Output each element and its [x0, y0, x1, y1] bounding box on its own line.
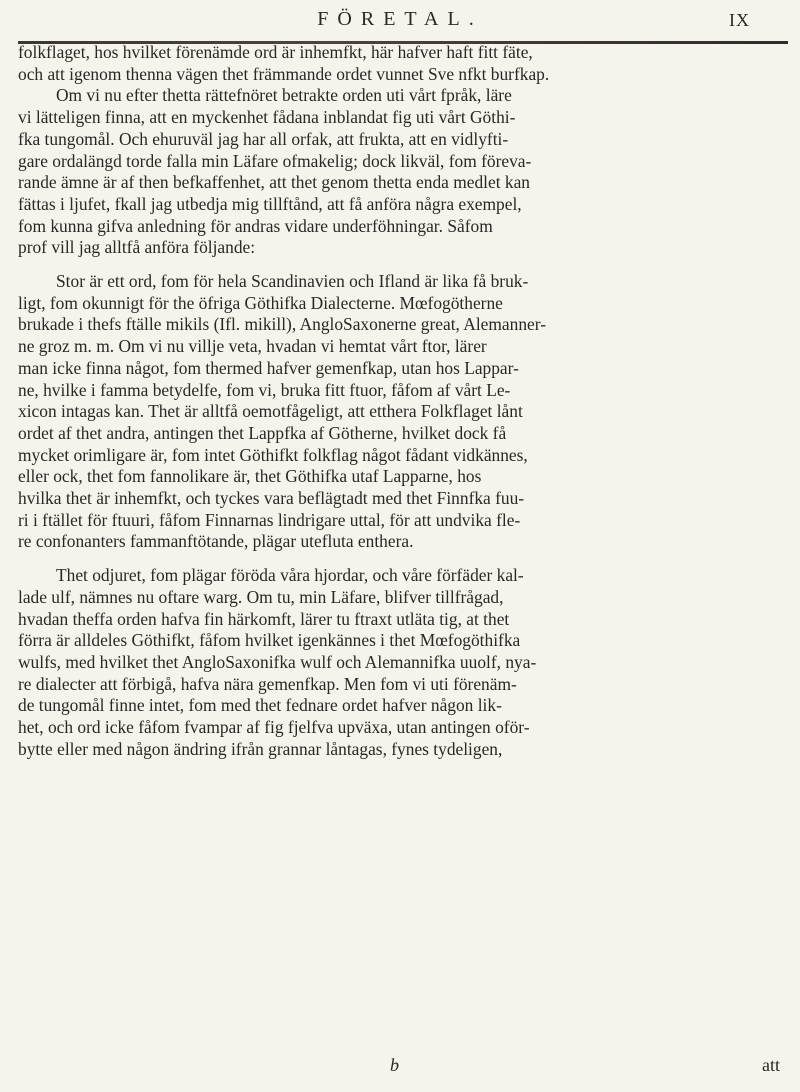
- text-line: brukade i thefs ftälle mikils (Ifl. mikill), AngloSaxonerne great, Alemanner-: [18, 314, 546, 335]
- text-line: mycket orimligare är, fom intet Göthifkt folkflag något fådant vidkännes,: [18, 444, 528, 465]
- text-line: lade ulf, nämnes nu oftare warg. Om tu, min Läfare, blifver tillfrågad,: [18, 586, 504, 607]
- paragraph-2: [18, 271, 786, 553]
- paragraph-1: [18, 42, 786, 259]
- text-line: fom kunna gifva anledning för andras vidare underföhningar. Såfom: [18, 215, 493, 236]
- running-title: FÖRETAL.: [317, 8, 483, 30]
- page-header: [0, 8, 800, 42]
- text-line: eller ock, thet fom fannolikare är, thet Göthifka utaf Lapparne, hos: [18, 466, 482, 487]
- text-line: prof vill jag alltfå anföra följande:: [18, 237, 256, 258]
- text-line: gare ordalängd torde falla min Läfare ofmakelig; dock likväl, fom föreva-: [18, 150, 532, 171]
- text-line: fättas i ljufet, fkall jag utbedja mig tillftånd, att få anföra några exempel,: [18, 193, 522, 214]
- page-number: IX: [729, 10, 750, 30]
- text-line: folkflaget, hos hvilket förenämde ord är inhemfkt, här hafver haft fitt fäte,: [18, 42, 533, 62]
- text-line: re confonanters fammanftötande, plägar utefluta enthera.: [18, 531, 414, 552]
- text-line: Om vi nu efter thetta rättefnöret betrakte orden uti vårt fpråk, läre: [56, 85, 512, 106]
- text-line: och att igenom thenna vägen thet främmande ordet vunnet Sve nfkt burfkap.: [18, 63, 550, 84]
- text-line: het, och ord icke fåfom fvampar af fig fjelfva upväxa, utan antingen oför-: [18, 717, 530, 738]
- text-line: hvadan theffa orden hafva fin härkomft, lärer tu ftraxt utläta tig, at thet: [18, 608, 510, 629]
- text-line: ne, hvilke i famma betydelfe, fom vi, bruka fitt ftuor, fåfom af vårt Le-: [18, 379, 511, 400]
- paragraph-3: [18, 565, 786, 760]
- text-line: ligt, fom okunnigt för the öfriga Göthifka Dialecterne. Mœfogötherne: [18, 292, 503, 313]
- text-line: xicon intagas kan. Thet är alltfå oemotfågeligt, att etthera Folkflaget lånt: [18, 401, 523, 422]
- paragraph-gap: [18, 259, 786, 271]
- text-line: de tungomål finne intet, fom med thet fednare ordet hafver någon lik-: [18, 695, 502, 716]
- text-line: ri i ftället för ftuuri, fåfom Finnarnas lindrigare uttal, för att undvika fle-: [18, 509, 521, 530]
- text-line: förra är alldeles Göthifkt, fåfom hvilket igenkännes i thet Mœfogöthifka: [18, 630, 521, 651]
- text-line: fka tungomål. Och ehuruväl jag har all orfak, att frukta, att en vidlyfti-: [18, 128, 509, 149]
- signature-mark: b: [390, 1055, 399, 1075]
- text-line: ne groz m. m. Om vi nu villje veta, hvadan vi hemtat vårt ftor, lärer: [18, 336, 487, 357]
- body-text: [18, 42, 786, 761]
- text-line: hvilka thet är inhemfkt, och tyckes vara beflägtadt med thet Finnfka fuu-: [18, 488, 525, 509]
- catchword: att: [762, 1055, 780, 1075]
- page-footer: [0, 1055, 800, 1081]
- text-line: rande ämne är af then befkaffenhet, att thet genom thetta enda medlet kan: [18, 172, 530, 193]
- text-line: re dialecter att förbigå, hafva nära gemenfkap. Men fom vi uti förenäm-: [18, 673, 517, 694]
- text-line: wulfs, med hvilket thet AngloSaxonifka wulf och Alemannifka uuolf, nya-: [18, 651, 537, 672]
- text-line: ordet af thet andra, antingen thet Lappfka af Götherne, hvilket dock få: [18, 422, 507, 443]
- text-line: Thet odjuret, fom plägar föröda våra hjordar, och våre förfäder kal-: [56, 565, 524, 586]
- text-line: Stor är ett ord, fom för hela Scandinavien och Ifland är lika få bruk-: [56, 271, 529, 292]
- text-line: bytte eller med någon ändring ifrån grannar låntagas, fynes tydeligen,: [18, 738, 503, 759]
- text-line: man icke finna något, fom thermed hafver gemenfkap, utan hos Lappar-: [18, 357, 519, 378]
- text-line: vi lätteligen finna, att en myckenhet fådana inblandat fig uti vårt Göthi-: [18, 107, 516, 128]
- paragraph-gap: [18, 553, 786, 565]
